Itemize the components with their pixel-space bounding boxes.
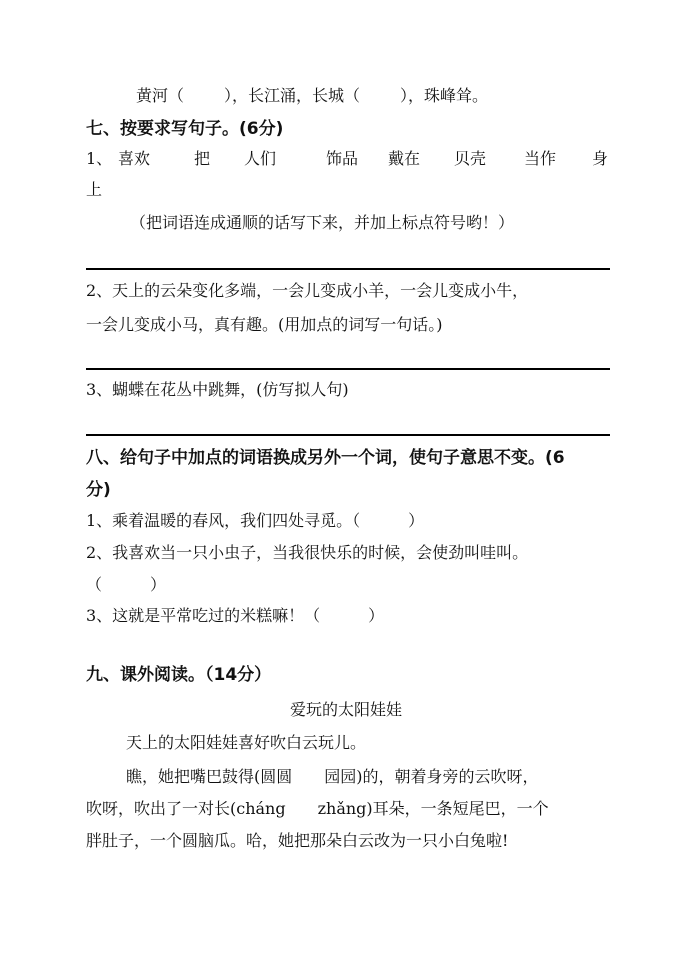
section8-heading-line2: 分) (86, 480, 111, 500)
section7-q2-line1: 2、天上的云朵变化多端，一会儿变成小羊，一会儿变成小牛， (86, 281, 529, 300)
river-text-c: ），珠峰耸。 (400, 86, 489, 105)
word: 人们 (244, 149, 277, 168)
word: 贝壳 (454, 149, 487, 168)
section7-q3: 3、蝴蝶在花丛中跳舞，(仿写拟人句) (86, 380, 349, 399)
answer-line[interactable] (86, 268, 610, 270)
story-paragraph-2-line1: 瞧，她把嘴巴鼓得(圆圆 园园)的，朝着身旁的云吹呀， (126, 767, 539, 786)
story-paragraph-2-line2: 吹呀，吹出了一对长(cháng zhǎng)耳朵，一条短尾巴，一个 (86, 799, 549, 818)
river-text-a: 黄河（ (136, 86, 185, 105)
section9-heading: 九、课外阅读。（14分） (86, 665, 272, 685)
river-fill-line (136, 84, 610, 108)
section7-q1-wrap: 上 (86, 180, 103, 199)
section8-q1: 1、乘着温暖的春风，我们四处寻觅。（ ） (86, 511, 425, 530)
section7-q1-words (86, 147, 610, 171)
story-title: 爱玩的太阳娃娃 (289, 700, 402, 719)
word: 饰品 (326, 149, 359, 168)
word: 身 (592, 149, 609, 168)
q1-prefix: 1、 (86, 149, 113, 168)
word: 当作 (524, 149, 557, 168)
section7-q1-hint: （把词语连成通顺的话写下来，并加上标点符号哟！） (130, 213, 515, 232)
river-text-b: ），长江涌，长城（ (224, 86, 361, 105)
section8-q3: 3、这就是平常吃过的米糕嘛！（ ） (86, 606, 385, 625)
answer-line[interactable] (86, 434, 610, 436)
section8-q2-line2: （ ） (86, 575, 167, 594)
section7-q2-line2: 一会儿变成小马，真有趣。(用加点的词写一句话。) (86, 315, 443, 334)
section8-q2-line1: 2、我喜欢当一只小虫子，当我很快乐的时候，会使劲叫哇叫。 (86, 543, 529, 562)
section7-heading: 七、按要求写句子。(6分) (86, 119, 284, 139)
answer-line[interactable] (86, 368, 610, 370)
word: 戴在 (388, 149, 421, 168)
story-paragraph-1: 天上的太阳娃娃喜好吹白云玩儿。 (126, 733, 367, 752)
word: 把 (194, 149, 211, 168)
section8-heading-line1: 八、给句子中加点的词语换成另外一个词，使句子意思不变。(6 (86, 448, 565, 468)
word: 喜欢 (118, 149, 151, 168)
story-paragraph-2-line3: 胖肚子，一个圆脑瓜。哈，她把那朵白云改为一只小白兔啦! (86, 831, 509, 850)
